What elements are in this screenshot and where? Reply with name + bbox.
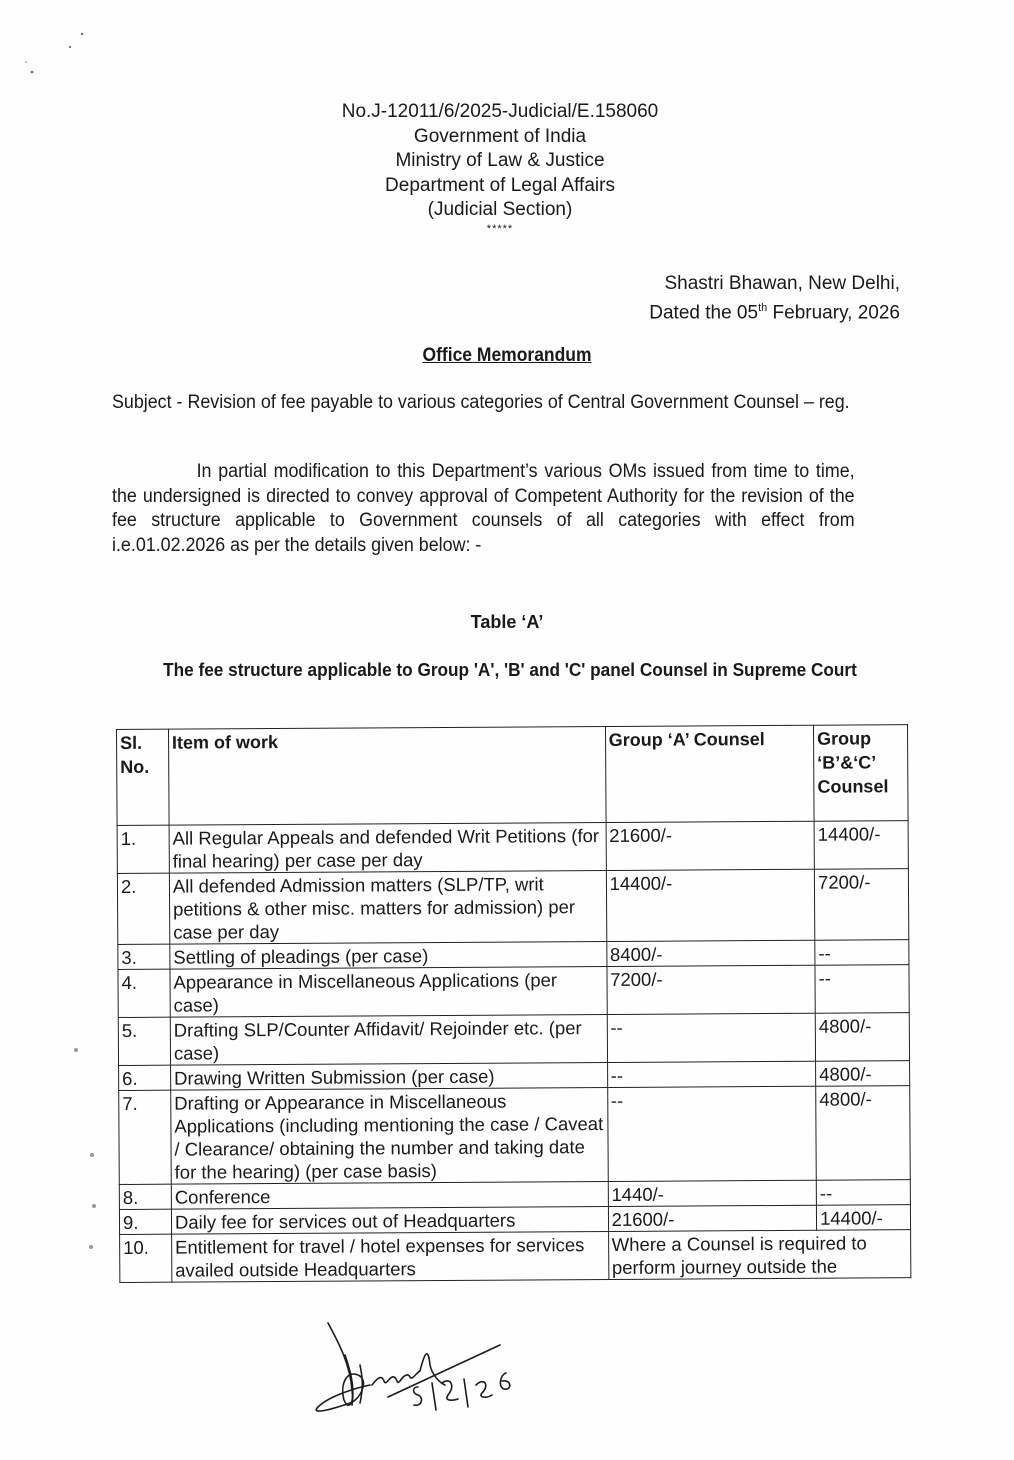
sl-cell: 10. xyxy=(120,1234,172,1282)
margin-speck xyxy=(89,1245,93,1249)
date-ordinal: th xyxy=(758,302,768,314)
sl-cell: 9. xyxy=(119,1209,171,1234)
sl-cell: 2. xyxy=(117,873,169,944)
group-bc-cell: -- xyxy=(816,1180,910,1206)
table-header-row xyxy=(117,725,909,826)
group-a-cell: 21600/- xyxy=(606,821,815,870)
header-separator: ***** xyxy=(486,222,514,235)
scan-speck-marks xyxy=(10,10,90,80)
item-cell: Entitlement for travel / hotel expenses for services availed outside Headquarters xyxy=(172,1232,609,1283)
group-a-cell: -- xyxy=(607,1086,816,1181)
margin-speck xyxy=(74,1048,78,1052)
memo-title: Office Memorandum xyxy=(422,345,592,366)
file-number: No.J-12011/6/2025-Judicial/E.158060 xyxy=(341,101,659,122)
place-date-block xyxy=(649,271,900,325)
date-prefix: Dated the 05 xyxy=(649,302,759,324)
memo-subject: Subject - Revision of fee payable to various categories of Central Government Counsel – reg. xyxy=(112,392,850,413)
sl-cell: 7. xyxy=(119,1090,171,1184)
group-a-cell: -- xyxy=(607,1013,816,1062)
group-bc-cell: 14400/- xyxy=(814,821,908,870)
date-rest: February, 2026 xyxy=(767,302,900,324)
item-cell: Conference xyxy=(171,1182,608,1210)
sl-cell: 5. xyxy=(118,1017,170,1065)
item-cell: Drafting or Appearance in Miscellaneous Applications (including mentioning the case / Caveat / Clearance/ obtaining the number and taking date for the hearing) (per case basis) xyxy=(171,1088,608,1185)
item-cell: Drafting SLP/Counter Affidavit/ Rejoinder etc. (per case) xyxy=(170,1015,607,1066)
item-cell: All Regular Appeals and defended Writ Petitions (for final hearing) per case per day xyxy=(169,823,606,874)
document-header xyxy=(290,100,710,235)
table-caption: The fee structure applicable to Group 'A', 'B' and 'C' panel Counsel in Supreme Court xyxy=(163,659,857,680)
margin-speck xyxy=(92,1204,96,1208)
group-bc-cell: 7200/- xyxy=(814,869,908,941)
group-a-cell: 21600/- xyxy=(608,1205,817,1231)
group-bc-cell: -- xyxy=(815,940,909,966)
table-row xyxy=(118,965,909,1018)
header-group-a: Group ‘A’ Counsel xyxy=(605,725,814,822)
section-name: (Judicial Section) xyxy=(427,199,573,220)
date-line xyxy=(649,296,900,325)
table-label: Table ‘A’ xyxy=(470,612,544,632)
group-bc-cell: 14400/- xyxy=(816,1205,910,1231)
sl-cell: 8. xyxy=(119,1184,171,1209)
fee-structure-table xyxy=(116,724,911,1283)
item-cell: All defended Admission matters (SLP/TP, writ petitions & other misc. matters for admission) per case per day xyxy=(169,871,606,945)
table-row xyxy=(117,869,908,945)
group-a-cell: -- xyxy=(607,1061,816,1087)
department-name: Department of Legal Affairs xyxy=(385,174,615,196)
merged-value-cell: Where a Counsel is required to perform journey outside the xyxy=(608,1230,911,1280)
table-row xyxy=(118,1013,909,1066)
ministry-name: Ministry of Law & Justice xyxy=(395,150,605,171)
margin-speck xyxy=(90,1153,94,1157)
item-cell: Daily fee for services out of Headquarters xyxy=(171,1207,608,1235)
sl-cell: 6. xyxy=(119,1065,171,1090)
group-bc-cell: -- xyxy=(815,965,909,1014)
government-name: Government of India xyxy=(413,125,587,147)
table-row xyxy=(119,1086,911,1185)
item-cell: Settling of pleadings (per case) xyxy=(170,942,607,970)
header-sl-no: Sl. No. xyxy=(117,729,170,825)
sl-cell: 4. xyxy=(118,969,170,1017)
table-row xyxy=(117,821,908,874)
signature xyxy=(300,1315,530,1425)
memo-paragraph: In partial modification to this Department’s various OMs issued from time to time, the undersigned is directed to convey approval of Competent Authority for the revision of the fee structure applicable to Government counsels of all categories with effect from i.e.01.02.2026 as per the details given below: - xyxy=(112,461,855,556)
group-bc-cell: 4800/- xyxy=(815,1013,909,1062)
header-item: Item of work xyxy=(168,727,605,826)
group-a-cell: 7200/- xyxy=(607,965,816,1014)
group-a-cell: 1440/- xyxy=(608,1180,817,1206)
group-bc-cell: 4800/- xyxy=(816,1086,911,1181)
group-a-cell: 14400/- xyxy=(606,869,815,941)
item-cell: Drawing Written Submission (per case) xyxy=(170,1063,607,1091)
item-cell: Appearance in Miscellaneous Applications (per case) xyxy=(170,967,607,1018)
sl-cell: 3. xyxy=(118,944,170,969)
group-bc-cell: 4800/- xyxy=(816,1061,910,1087)
table-row xyxy=(120,1230,911,1283)
sl-cell: 1. xyxy=(117,825,169,873)
header-group-bc: Group ‘B’&‘C’ Counsel xyxy=(814,725,909,822)
place: Shastri Bhawan, New Delhi, xyxy=(664,273,900,294)
group-a-cell: 8400/- xyxy=(606,940,815,966)
